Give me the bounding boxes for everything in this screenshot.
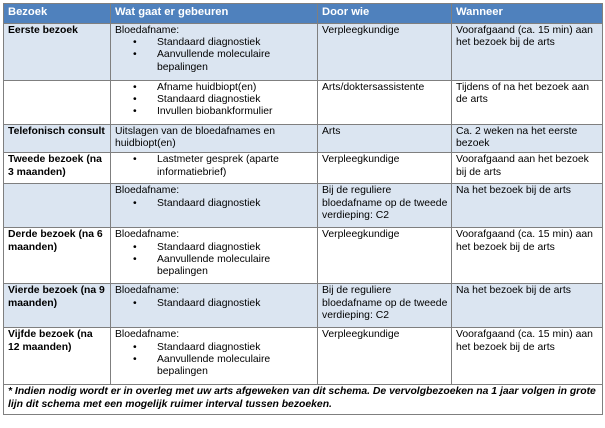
list-item: [133, 37, 314, 49]
visit-cell: Telefonisch consult: [4, 125, 111, 153]
what-bullet-list: [115, 154, 314, 178]
what-cell: [111, 328, 318, 385]
bullet-icon: •: [133, 197, 137, 209]
list-item-text: Invullen biobankformulier: [157, 106, 273, 118]
what-cell: [111, 81, 318, 125]
list-item: [133, 354, 314, 378]
who-cell: Verpleegkundige: [318, 328, 452, 385]
bullet-icon: •: [133, 253, 137, 265]
visit-cell: [4, 81, 111, 125]
visit-cell: [4, 184, 111, 228]
footnote-row: [4, 385, 603, 414]
list-item: [133, 242, 314, 254]
when-cell: Voorafgaand aan het bezoek bij de arts: [452, 153, 603, 184]
header-wanneer: Wanneer: [452, 4, 603, 24]
table-body: [4, 24, 603, 385]
list-item-text: Standaard diagnostiek: [157, 197, 261, 209]
what-cell: [111, 125, 318, 153]
visit-cell: Vierde bezoek (na 9 maanden): [4, 284, 111, 328]
header-wat-gaat-er-gebeuren: Wat gaat er gebeuren: [111, 4, 318, 24]
what-label: Bloedafname:: [115, 285, 180, 297]
what-cell: [111, 228, 318, 284]
who-cell: Arts/doktersassistente: [318, 81, 452, 125]
bullet-icon: •: [133, 37, 137, 49]
what-bullet-list: [115, 242, 314, 279]
visit-cell: Vijfde bezoek (na 12 maanden): [4, 328, 111, 385]
who-cell: Verpleegkundige: [318, 228, 452, 284]
list-item: [133, 49, 314, 73]
who-cell: Verpleegkundige: [318, 24, 452, 81]
when-cell: Na het bezoek bij de arts: [452, 184, 603, 228]
bullet-icon: •: [133, 241, 137, 253]
what-bullet-list: [115, 37, 314, 74]
what-label: Bloedafname:: [115, 185, 180, 197]
schedule-table-wrapper: [3, 3, 602, 415]
list-item-text: Aanvullende moleculaire bepalingen: [157, 49, 271, 73]
visit-cell: Derde bezoek (na 6 maanden): [4, 228, 111, 284]
what-bullet-list: [115, 342, 314, 379]
list-item-text: Aanvullende moleculaire bepalingen: [157, 253, 271, 278]
what-label: Bloedafname:: [115, 229, 180, 241]
list-item: [133, 154, 314, 178]
when-cell: Ca. 2 weken na het eerste bezoek: [452, 125, 603, 153]
what-bullet-list: [115, 198, 314, 210]
when-cell: Voorafgaand (ca. 15 min) aan het bezoek bij de arts: [452, 24, 603, 81]
table-header-row: [4, 4, 603, 24]
bullet-icon: •: [133, 49, 137, 61]
bullet-icon: •: [133, 94, 137, 106]
list-item-text: Standaard diagnostiek: [157, 241, 261, 253]
what-cell: [111, 153, 318, 184]
table-row: [4, 328, 603, 385]
table-row: [4, 284, 603, 328]
what-label: Bloedafname:: [115, 25, 180, 36]
table-row: [4, 228, 603, 284]
what-bullet-list: [115, 82, 314, 119]
who-cell: Bij de reguliere bloedafname op de tweede verdieping: C2: [318, 284, 452, 328]
list-item: [133, 106, 314, 118]
what-label: Uitslagen van de bloedafnames en huidbiopt(en): [115, 126, 276, 150]
header-door-wie: Door wie: [318, 4, 452, 24]
table-row: [4, 81, 603, 125]
list-item-text: Standaard diagnostiek: [157, 341, 261, 353]
bullet-icon: •: [133, 106, 137, 118]
table-row: [4, 184, 603, 228]
who-cell: Arts: [318, 125, 452, 153]
visit-cell: Eerste bezoek: [4, 24, 111, 81]
list-item-text: Standaard diagnostiek: [157, 297, 261, 309]
schedule-table: [3, 3, 603, 415]
what-cell: [111, 284, 318, 328]
list-item-text: Lastmeter gesprek (aparte informatiebrief): [157, 154, 279, 178]
what-bullet-list: [115, 298, 314, 310]
bullet-icon: •: [133, 353, 137, 365]
visit-cell: Tweede bezoek (na 3 maanden): [4, 153, 111, 184]
header-bezoek: Bezoek: [4, 4, 111, 24]
table-row: [4, 24, 603, 81]
table-row: [4, 153, 603, 184]
who-cell: Verpleegkundige: [318, 153, 452, 184]
who-cell: Bij de reguliere bloedafname op de tweede verdieping: C2: [318, 184, 452, 228]
list-item: [133, 198, 314, 210]
list-item: [133, 342, 314, 354]
list-item-text: Standaard diagnostiek: [157, 94, 261, 106]
table-row: [4, 125, 603, 153]
list-item: [133, 94, 314, 106]
list-item-text: Afname huidbiopt(en): [157, 82, 257, 93]
what-label: Bloedafname:: [115, 329, 180, 341]
what-cell: [111, 24, 318, 81]
when-cell: Voorafgaand (ca. 15 min) aan het bezoek bij de arts: [452, 328, 603, 385]
bullet-icon: •: [133, 297, 137, 309]
when-cell: Na het bezoek bij de arts: [452, 284, 603, 328]
when-cell: Voorafgaand (ca. 15 min) aan het bezoek bij de arts: [452, 228, 603, 284]
bullet-icon: •: [133, 154, 137, 166]
list-item-text: Aanvullende moleculaire bepalingen: [157, 353, 271, 378]
what-cell: [111, 184, 318, 228]
list-item: [133, 254, 314, 278]
when-cell: Tijdens of na het bezoek aan de arts: [452, 81, 603, 125]
bullet-icon: •: [133, 82, 137, 93]
footnote: * Indien nodig wordt er in overleg met uw arts afgeweken van dit schema. De vervolgbezoeken na 1 jaar volgen in grote lijn dit schema met een mogelijk ruimer interval tussen bezoeken.: [4, 385, 603, 414]
list-item-text: Standaard diagnostiek: [157, 37, 261, 49]
list-item: [133, 82, 314, 94]
bullet-icon: •: [133, 341, 137, 353]
list-item: [133, 298, 314, 310]
